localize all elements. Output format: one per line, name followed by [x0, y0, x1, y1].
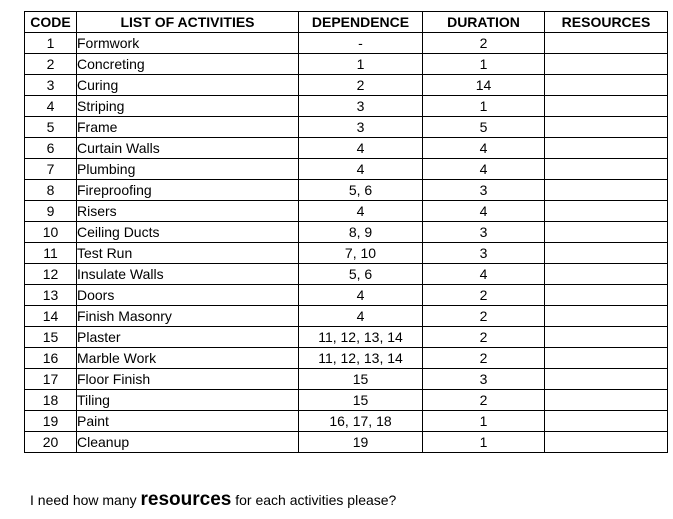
- cell-code: 1: [25, 33, 77, 54]
- cell-activity: Test Run: [77, 243, 299, 264]
- table-row: [25, 201, 668, 222]
- table-row: [25, 159, 668, 180]
- table-row: [25, 306, 668, 327]
- cell-activity: Plumbing: [77, 159, 299, 180]
- cell-code: 4: [25, 96, 77, 117]
- cell-dependence: 4: [299, 159, 423, 180]
- cell-code: 8: [25, 180, 77, 201]
- cell-duration: 1: [423, 432, 545, 453]
- cell-duration: 3: [423, 180, 545, 201]
- cell-dependence: 3: [299, 96, 423, 117]
- cell-activity: Formwork: [77, 33, 299, 54]
- cell-code: 18: [25, 390, 77, 411]
- cell-code: 2: [25, 54, 77, 75]
- table-row: [25, 75, 668, 96]
- cell-resources: [545, 306, 668, 327]
- cell-resources: [545, 348, 668, 369]
- cell-resources: [545, 75, 668, 96]
- cell-duration: 4: [423, 159, 545, 180]
- header-dependence: DEPENDENCE: [299, 12, 423, 33]
- cell-resources: [545, 327, 668, 348]
- table-row: [25, 138, 668, 159]
- table-row: [25, 243, 668, 264]
- cell-dependence: 4: [299, 138, 423, 159]
- question-suffix: for each activities please?: [231, 492, 397, 508]
- cell-activity: Fireproofing: [77, 180, 299, 201]
- cell-activity: Striping: [77, 96, 299, 117]
- cell-duration: 2: [423, 348, 545, 369]
- activities-table: [24, 11, 668, 453]
- cell-resources: [545, 390, 668, 411]
- header-resources: RESOURCES: [545, 12, 668, 33]
- cell-duration: 1: [423, 96, 545, 117]
- cell-duration: 3: [423, 243, 545, 264]
- table-row: [25, 411, 668, 432]
- cell-duration: 2: [423, 390, 545, 411]
- table-body: [25, 33, 668, 453]
- cell-dependence: 3: [299, 117, 423, 138]
- cell-activity: Finish Masonry: [77, 306, 299, 327]
- table-row: [25, 54, 668, 75]
- cell-resources: [545, 96, 668, 117]
- cell-duration: 2: [423, 285, 545, 306]
- cell-dependence: 2: [299, 75, 423, 96]
- table-row: [25, 369, 668, 390]
- question-text: [30, 490, 396, 510]
- cell-dependence: -: [299, 33, 423, 54]
- cell-activity: Curtain Walls: [77, 138, 299, 159]
- cell-resources: [545, 411, 668, 432]
- cell-dependence: 11, 12, 13, 14: [299, 327, 423, 348]
- cell-code: 12: [25, 264, 77, 285]
- cell-activity: Risers: [77, 201, 299, 222]
- table-row: [25, 264, 668, 285]
- cell-dependence: 16, 17, 18: [299, 411, 423, 432]
- cell-activity: Marble Work: [77, 348, 299, 369]
- table-row: [25, 222, 668, 243]
- cell-activity: Curing: [77, 75, 299, 96]
- cell-code: 19: [25, 411, 77, 432]
- question-prefix: I need how many: [30, 492, 141, 508]
- cell-activity: Frame: [77, 117, 299, 138]
- cell-dependence: 5, 6: [299, 180, 423, 201]
- cell-resources: [545, 243, 668, 264]
- cell-activity: Paint: [77, 411, 299, 432]
- cell-dependence: 15: [299, 369, 423, 390]
- cell-activity: Insulate Walls: [77, 264, 299, 285]
- cell-duration: 4: [423, 264, 545, 285]
- cell-code: 13: [25, 285, 77, 306]
- table-row: [25, 390, 668, 411]
- cell-resources: [545, 117, 668, 138]
- table-header-row: [25, 12, 668, 33]
- cell-resources: [545, 138, 668, 159]
- cell-resources: [545, 222, 668, 243]
- question-emphasis: resources: [140, 489, 232, 510]
- cell-dependence: 7, 10: [299, 243, 423, 264]
- cell-dependence: 11, 12, 13, 14: [299, 348, 423, 369]
- cell-activity: Plaster: [77, 327, 299, 348]
- cell-dependence: 5, 6: [299, 264, 423, 285]
- cell-duration: 1: [423, 411, 545, 432]
- cell-duration: 1: [423, 54, 545, 75]
- cell-resources: [545, 264, 668, 285]
- cell-code: 11: [25, 243, 77, 264]
- table-row: [25, 285, 668, 306]
- cell-resources: [545, 180, 668, 201]
- cell-resources: [545, 201, 668, 222]
- cell-resources: [545, 369, 668, 390]
- cell-resources: [545, 432, 668, 453]
- cell-code: 10: [25, 222, 77, 243]
- cell-dependence: 1: [299, 54, 423, 75]
- cell-activity: Ceiling Ducts: [77, 222, 299, 243]
- cell-duration: 4: [423, 138, 545, 159]
- header-code: CODE: [25, 12, 77, 33]
- cell-dependence: 4: [299, 306, 423, 327]
- table-row: [25, 33, 668, 54]
- cell-code: 16: [25, 348, 77, 369]
- cell-duration: 2: [423, 327, 545, 348]
- table-row: [25, 348, 668, 369]
- cell-duration: 4: [423, 201, 545, 222]
- cell-duration: 2: [423, 33, 545, 54]
- table-row: [25, 432, 668, 453]
- cell-activity: Concreting: [77, 54, 299, 75]
- cell-duration: 3: [423, 222, 545, 243]
- table-row: [25, 327, 668, 348]
- cell-resources: [545, 159, 668, 180]
- table-row: [25, 117, 668, 138]
- cell-code: 6: [25, 138, 77, 159]
- cell-dependence: 4: [299, 201, 423, 222]
- cell-code: 15: [25, 327, 77, 348]
- cell-dependence: 19: [299, 432, 423, 453]
- cell-code: 7: [25, 159, 77, 180]
- cell-resources: [545, 33, 668, 54]
- cell-code: 14: [25, 306, 77, 327]
- cell-dependence: 8, 9: [299, 222, 423, 243]
- cell-resources: [545, 54, 668, 75]
- header-activity: LIST OF ACTIVITIES: [77, 12, 299, 33]
- cell-dependence: 4: [299, 285, 423, 306]
- cell-duration: 5: [423, 117, 545, 138]
- cell-activity: Floor Finish: [77, 369, 299, 390]
- table-row: [25, 180, 668, 201]
- cell-code: 20: [25, 432, 77, 453]
- cell-activity: Tiling: [77, 390, 299, 411]
- cell-code: 9: [25, 201, 77, 222]
- cell-resources: [545, 285, 668, 306]
- cell-activity: Doors: [77, 285, 299, 306]
- cell-duration: 3: [423, 369, 545, 390]
- cell-duration: 14: [423, 75, 545, 96]
- cell-dependence: 15: [299, 390, 423, 411]
- cell-code: 17: [25, 369, 77, 390]
- table-row: [25, 96, 668, 117]
- cell-code: 5: [25, 117, 77, 138]
- cell-activity: Cleanup: [77, 432, 299, 453]
- cell-duration: 2: [423, 306, 545, 327]
- header-duration: DURATION: [423, 12, 545, 33]
- cell-code: 3: [25, 75, 77, 96]
